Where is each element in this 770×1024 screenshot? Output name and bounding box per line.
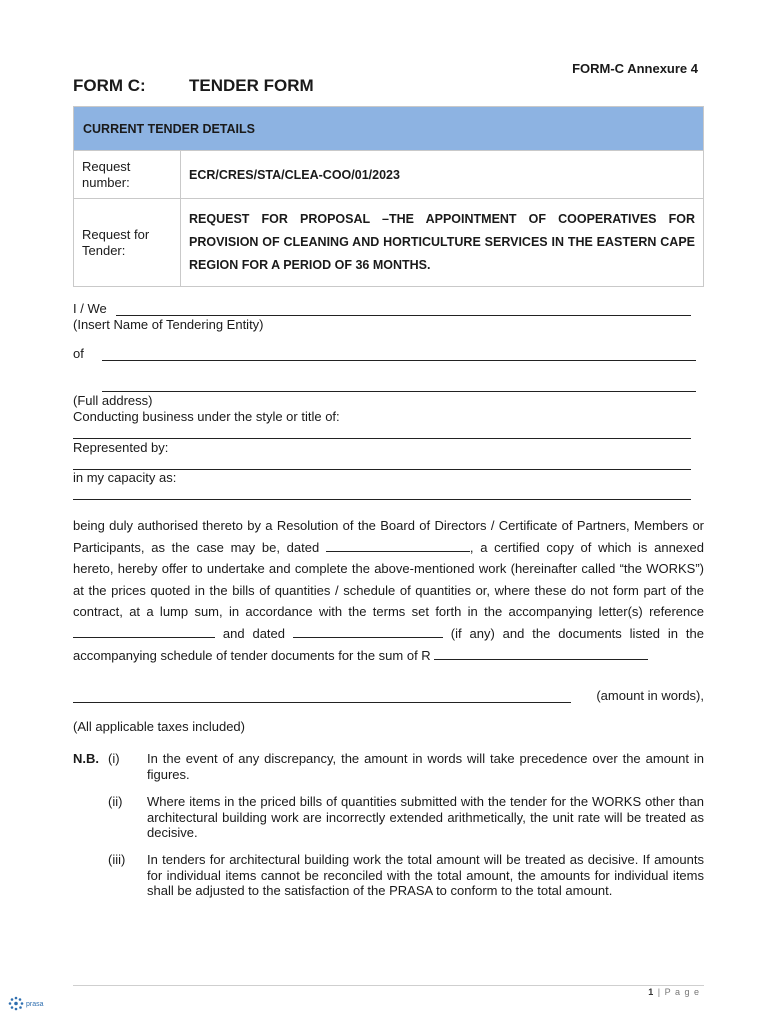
offer-text-2: , a certified copy of which is annexed hereto, hereby offer to undertake and complete the above-mentioned work (hereinafter called “the WORKS”) at the prices quoted in the bills of quantities / schedule of quantities or, where these do not form part of the contract, at a lump sum, in accordance with the terms set forth in the accompanying letter(s) reference [73, 539, 704, 620]
of-label: of [73, 346, 84, 361]
represented-label: Represented by: [73, 440, 169, 455]
capacity-label: in my capacity as: [73, 470, 177, 485]
svg-text:prasa: prasa [26, 1001, 44, 1008]
annexure-label: FORM-C Annexure 4 [572, 61, 698, 76]
sum-figures-blank[interactable] [434, 647, 648, 660]
request-number-label: Request number: [74, 151, 181, 199]
address-line-1[interactable] [102, 360, 696, 361]
resolution-date-blank[interactable] [326, 539, 470, 552]
amount-words-blank[interactable] [73, 702, 571, 703]
conducting-label: Conducting business under the style or title of: [73, 409, 340, 424]
request-number-value: ECR/CRES/STA/CLEA-COO/01/2023 [181, 151, 704, 199]
nb-item-text: In the event of any discrepancy, the amount in words will take precedence over the amount in figures. [147, 751, 704, 782]
request-for-label: Request for Tender: [74, 199, 181, 287]
page-title [73, 76, 314, 96]
nb-item-text: Where items in the priced bills of quantities submitted with the tender for the WORKS other than architectural building work are incorrectly extended arithmetically, the unit rate will be treated as decisive. [147, 794, 704, 840]
nb-item-text: In tenders for architectural building work the total amount will be treated as decisive. If amounts for individual items cannot be reconciled with the total amount, the amounts for individual items shall be adjusted to the satisfaction of the PRASA to conform to the total amount. [147, 852, 704, 898]
insert-name-hint: (Insert Name of Tendering Entity) [73, 317, 264, 332]
request-for-value: REQUEST FOR PROPOSAL –THE APPOINTMENT OF COOPERATIVES FOR PROVISION OF CLEANING AND HORTICULTURE SERVICES IN THE EASTERN CAPE REGION FOR A PERIOD OF 36 MONTHS. [181, 199, 704, 287]
business-title-line[interactable] [73, 438, 691, 439]
address-line-2[interactable] [102, 391, 696, 392]
nb-item-number: (i) [108, 751, 120, 766]
nb-item-number: (ii) [108, 794, 123, 809]
capacity-line[interactable] [73, 499, 691, 500]
tender-offer-paragraph [73, 515, 704, 666]
footer-divider [73, 985, 704, 986]
form-label: FORM C: [73, 76, 146, 95]
tender-details-table [73, 106, 704, 287]
letter-date-blank[interactable] [293, 625, 443, 638]
letter-reference-blank[interactable] [73, 625, 215, 638]
request-number-row [74, 151, 704, 199]
tendering-entity-line[interactable] [116, 315, 691, 316]
offer-text-1: being duly authorised thereto by a Resolution of the Board of Directors / Certificate of Partners, Members or Participants, as the case may be, dated [73, 518, 704, 555]
nb-label: N.B. [73, 751, 99, 766]
prasa-logo-icon [7, 994, 51, 1018]
request-for-row [74, 199, 704, 287]
nb-item-number: (iii) [108, 852, 126, 867]
taxes-note: (All applicable taxes included) [73, 719, 245, 734]
offer-text-4: (if any) and the documents listed in the accompanying schedule of tender documents for the sum of R [73, 625, 704, 663]
form-title: TENDER FORM [189, 76, 314, 95]
prasa-logo [7, 994, 51, 1018]
offer-text-3: and dated [222, 625, 285, 641]
full-address-hint: (Full address) [73, 393, 153, 408]
tender-details-heading: CURRENT TENDER DETAILS [74, 107, 704, 151]
amount-words-label: (amount in words), [596, 688, 704, 703]
page-number: 1 | P a g e [648, 987, 700, 997]
iwe-label: I / We [73, 301, 107, 316]
